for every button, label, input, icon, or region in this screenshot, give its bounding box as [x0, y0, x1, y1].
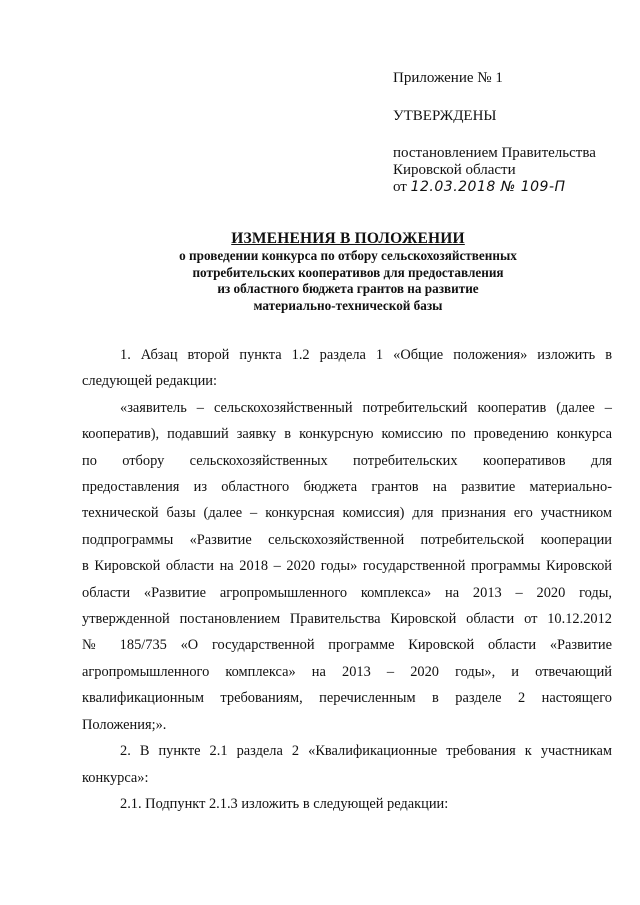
text-line: 2. В пункте 2.1 раздела 2 «Квалификационные требования к участникам	[120, 743, 612, 760]
text-line: области «Развитие агропромышленного комплекса» на 2013 – 2020 годы,	[82, 584, 612, 601]
text-line: квалификационным требованиям, перечисленным в разделе 2 настоящего	[82, 690, 612, 707]
document-heading	[80, 229, 616, 314]
text-line: кооператив), подавший заявку в конкурсную комиссию по проведению конкурса	[82, 426, 612, 443]
text-line: 2.1. Подпункт 2.1.3 изложить в следующей редакции:	[120, 795, 449, 812]
decree-line-1: постановлением Правительства	[393, 145, 596, 161]
paragraph-2	[82, 395, 612, 738]
text-line: Положения;».	[82, 716, 167, 733]
text-line: в Кировской области на 2018 – 2020 годы» государственной программы Кировской	[82, 558, 612, 575]
approved-label: УТВЕРЖДЕНЫ	[393, 108, 497, 124]
appendix-label: Приложение № 1	[393, 70, 503, 86]
decree-line-2: Кировской области	[393, 162, 516, 178]
text-line: следующей редакции:	[82, 373, 217, 390]
heading-subtitle-line: потребительских кооперативов для предоставления	[192, 264, 504, 280]
date-prefix: от	[393, 179, 407, 195]
text-line: утвержденной постановлением Правительства Кировской области от 10.12.2012	[82, 611, 612, 628]
heading-subtitle-line: из областного бюджета грантов на развитие	[217, 281, 479, 297]
approval-block	[393, 70, 623, 196]
heading-subtitle-line: материально-технической базы	[253, 297, 443, 313]
text-line: подпрограммы «Развитие сельскохозяйственной потребительской кооперации	[82, 531, 612, 548]
text-line: по отбору сельскохозяйственных потребительских кооперативов для	[82, 452, 612, 469]
handwritten-date-number: 12.03.2018 № 109-П	[410, 179, 566, 195]
text-line: 1. Абзац второй пункта 1.2 раздела 1 «Общие положения» изложить в	[120, 347, 612, 363]
paragraph-1	[82, 342, 612, 395]
text-line: «заявитель – сельскохозяйственный потребительский кооператив (далее –	[120, 399, 612, 416]
text-line: агропромышленного комплекса» на 2013 – 2020 годы», и отвечающий	[82, 663, 612, 680]
text-line: предоставления из областного бюджета грантов на развитие материально-	[82, 479, 612, 496]
document-body	[82, 342, 612, 817]
text-line: № 185/735 «О государственной программе Кировской области «Развитие	[82, 637, 612, 654]
paragraph-3	[82, 738, 612, 791]
heading-subtitle-line: о проведении конкурса по отбору сельскохозяйственных	[179, 248, 517, 263]
heading-title: ИЗМЕНЕНИЯ В ПОЛОЖЕНИИ	[231, 230, 465, 247]
text-line: конкурса»:	[82, 769, 149, 786]
paragraph-4	[82, 791, 612, 817]
decree-date-line	[393, 179, 623, 196]
text-line: технической базы (далее – конкурсная комиссия) для признания его участником	[82, 505, 612, 522]
